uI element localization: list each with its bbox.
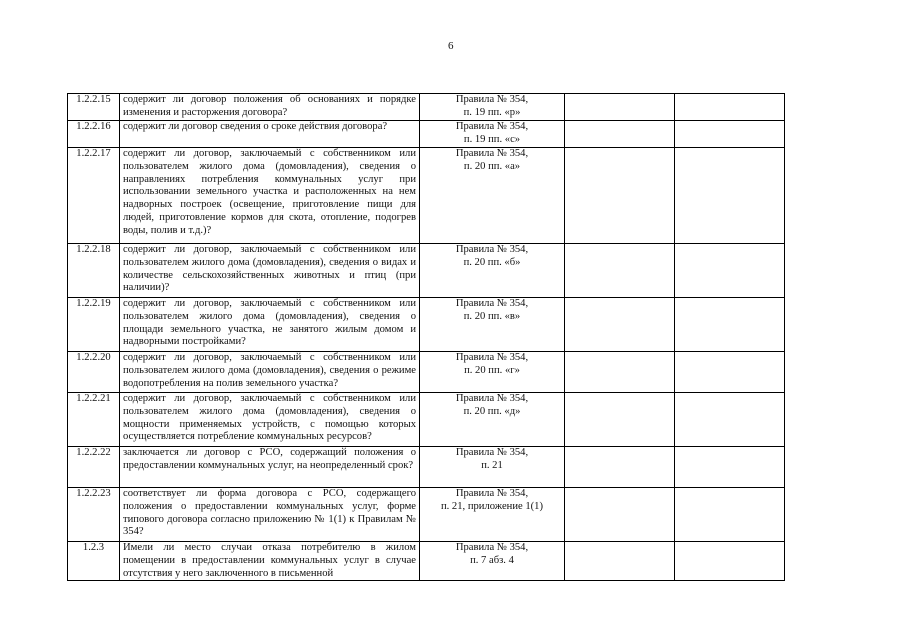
legal-basis-line: п. 20 пп. «д» <box>463 405 521 417</box>
checklist-table <box>67 93 785 581</box>
item-number: 1.2.2.16 <box>68 121 120 148</box>
answer-cell[interactable] <box>565 393 675 447</box>
answer-cell[interactable] <box>565 121 675 148</box>
legal-basis <box>420 94 565 121</box>
question-text: содержит ли договор, заключаемый с собственником или пользователем жилого дома (домовладения), сведения о видах и количестве сельскохозяйственных животных и птиц (при наличии)? <box>120 244 420 298</box>
question-text: содержит ли договор, заключаемый с собственником или пользователем жилого дома (домовладения), сведения о направлениях потребления коммунальных услуг при использовании земельного участка и расположенных на нем надворных построек (освещение, приготовление пищи для людей, приготовление кормов для скота, отопление, подогрев воды, полив и т.д.)? <box>120 148 420 244</box>
answer-cell[interactable] <box>565 94 675 121</box>
question-text: содержит ли договор сведения о сроке действия договора? <box>120 121 420 148</box>
table-row <box>68 542 785 581</box>
item-number: 1.2.2.22 <box>68 447 120 488</box>
legal-basis-line: п. 20 пп. «б» <box>463 256 521 268</box>
item-number: 1.2.2.23 <box>68 488 120 542</box>
item-number: 1.2.2.17 <box>68 148 120 244</box>
legal-basis-line: Правила № 354, <box>455 94 529 105</box>
table-row <box>68 447 785 488</box>
note-cell[interactable] <box>675 244 785 298</box>
answer-cell[interactable] <box>565 298 675 352</box>
legal-basis-line: Правила № 354, <box>455 447 529 458</box>
table-row <box>68 352 785 393</box>
legal-basis-line: п. 20 пп. «в» <box>463 310 521 322</box>
note-cell[interactable] <box>675 298 785 352</box>
legal-basis <box>420 121 565 148</box>
question-text: содержит ли договор, заключаемый с собственником или пользователем жилого дома (домовладения), сведения о мощности применяемых устройств, с помощью которых осуществляется потребление коммунальных ресурсов? <box>120 393 420 447</box>
table-row <box>68 94 785 121</box>
item-number: 1.2.2.18 <box>68 244 120 298</box>
note-cell[interactable] <box>675 542 785 581</box>
answer-cell[interactable] <box>565 488 675 542</box>
legal-basis-line: п. 19 пп. «с» <box>463 133 521 145</box>
legal-basis-line: Правила № 354, <box>455 121 529 132</box>
table-row <box>68 244 785 298</box>
legal-basis-line: Правила № 354, <box>455 148 529 159</box>
table-row <box>68 393 785 447</box>
question-text: содержит ли договор положения об основаниях и порядке изменения и расторжения договора? <box>120 94 420 121</box>
question-text: заключается ли договор с РСО, содержащий положения о предоставлении коммунальных услуг, на неопределенный срок? <box>120 447 420 488</box>
item-number: 1.2.3 <box>68 542 120 581</box>
legal-basis-line: Правила № 354, <box>455 393 529 404</box>
table-row <box>68 488 785 542</box>
answer-cell[interactable] <box>565 447 675 488</box>
question-text: соответствует ли форма договора с РСО, содержащего положения о предоставлении коммунальных услуг, форме типового договора согласно приложению № 1(1) к Правилам № 354? <box>120 488 420 542</box>
legal-basis-line: п. 19 пп. «р» <box>463 106 521 118</box>
legal-basis <box>420 244 565 298</box>
legal-basis <box>420 488 565 542</box>
legal-basis <box>420 298 565 352</box>
note-cell[interactable] <box>675 393 785 447</box>
legal-basis-line: Правила № 354, <box>455 542 529 553</box>
legal-basis-line: п. 21 <box>481 459 503 471</box>
question-text: содержит ли договор, заключаемый с собственником или пользователем жилого дома (домовладения), сведения о площади земельного участка, не занятого жилым домом и надворными постройками? <box>120 298 420 352</box>
item-number: 1.2.2.19 <box>68 298 120 352</box>
table-row <box>68 121 785 148</box>
legal-basis <box>420 393 565 447</box>
note-cell[interactable] <box>675 488 785 542</box>
table-row <box>68 298 785 352</box>
legal-basis-line: п. 21, приложение 1(1) <box>440 500 544 512</box>
legal-basis-line: Правила № 354, <box>455 244 529 255</box>
answer-cell[interactable] <box>565 352 675 393</box>
answer-cell[interactable] <box>565 542 675 581</box>
item-number: 1.2.2.20 <box>68 352 120 393</box>
legal-basis <box>420 447 565 488</box>
page-number: 6 <box>448 40 454 52</box>
legal-basis-line: п. 7 абз. 4 <box>470 554 514 566</box>
note-cell[interactable] <box>675 352 785 393</box>
legal-basis <box>420 542 565 581</box>
question-text: содержит ли договор, заключаемый с собственником или пользователем жилого дома (домовладения), сведения о режиме водопотребления на полив земельного участка? <box>120 352 420 393</box>
legal-basis-line: п. 20 пп. «а» <box>463 160 521 172</box>
legal-basis-line: п. 20 пп. «г» <box>464 364 520 376</box>
answer-cell[interactable] <box>565 244 675 298</box>
legal-basis-line: Правила № 354, <box>455 352 529 363</box>
answer-cell[interactable] <box>565 148 675 244</box>
question-text: Имели ли место случаи отказа потребителю в жилом помещении в предоставлении коммунальных услуг в случае отсутствия у него заключенного в письменной <box>120 542 420 581</box>
legal-basis-line: Правила № 354, <box>455 488 529 499</box>
legal-basis-line: Правила № 354, <box>455 298 529 309</box>
note-cell[interactable] <box>675 121 785 148</box>
note-cell[interactable] <box>675 94 785 121</box>
legal-basis <box>420 352 565 393</box>
item-number: 1.2.2.21 <box>68 393 120 447</box>
note-cell[interactable] <box>675 447 785 488</box>
legal-basis <box>420 148 565 244</box>
table-row <box>68 148 785 244</box>
note-cell[interactable] <box>675 148 785 244</box>
item-number: 1.2.2.15 <box>68 94 120 121</box>
